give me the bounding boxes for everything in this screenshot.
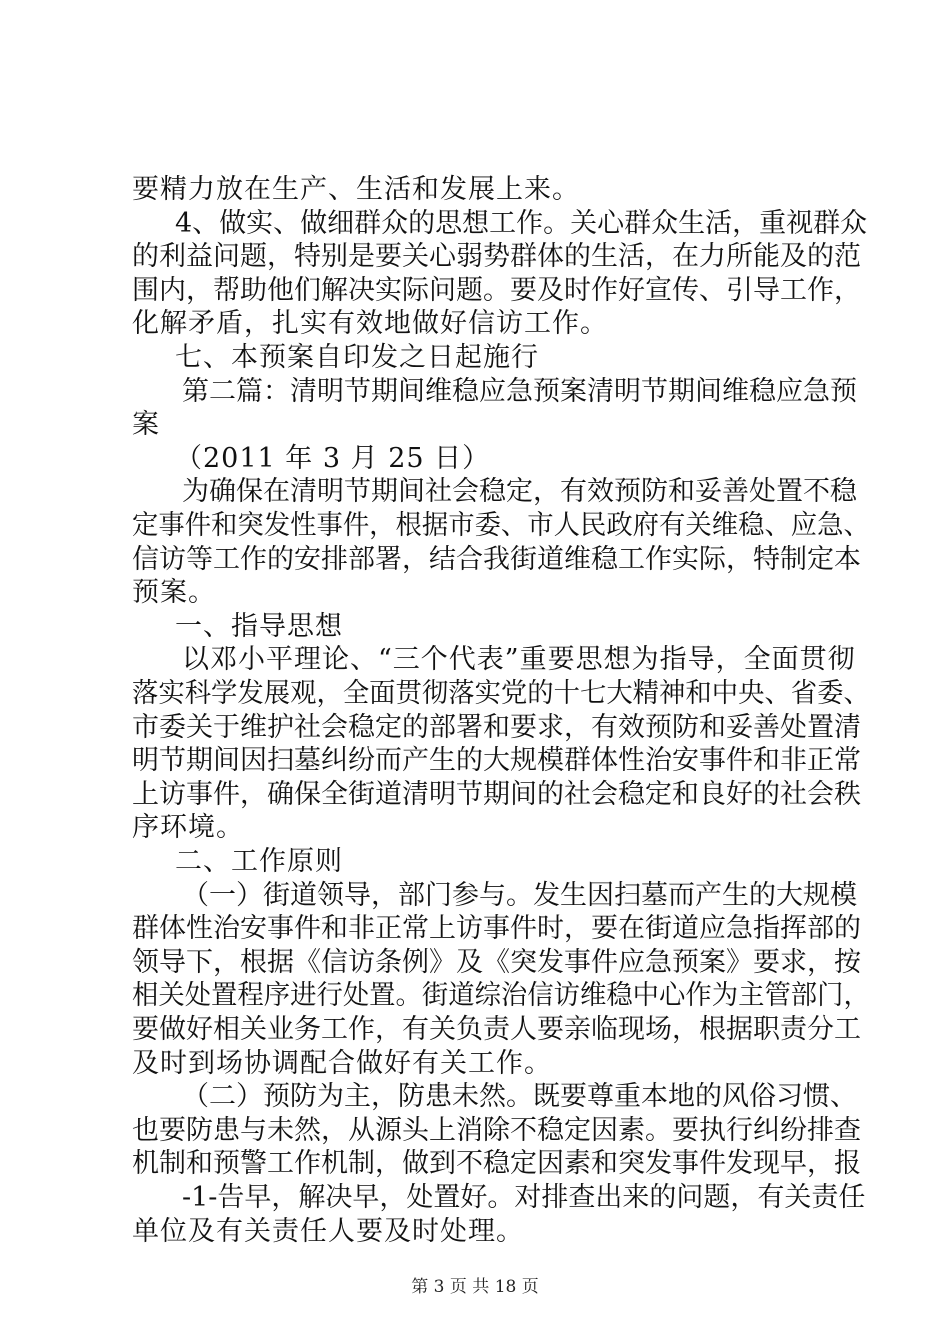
- body-text-line: （一）街道领导，部门参与。发生因扫墓而产生的大规模: [182, 879, 857, 911]
- body-text-line: 围内，帮助他们解决实际问题。要及时作好宣传、引导工作，: [132, 274, 861, 306]
- body-text-line: 以邓小平理论、“三个代表”重要思想为指导，全面贯彻: [182, 644, 856, 676]
- body-text-line: 群体性治安事件和非正常上访事件时，要在街道应急指挥部的: [132, 913, 861, 945]
- section-heading: 二、工作原则: [175, 846, 343, 877]
- body-text-line: 预案。: [132, 577, 216, 609]
- body-text-line: 的利益问题，特别是要关心弱势群体的生活，在力所能及的范: [132, 241, 861, 273]
- body-text-line: 市委关于维护社会稳定的部署和要求，有效预防和妥善处置清: [132, 711, 861, 743]
- body-text-line: 也要防患与未然，从源头上消除不稳定因素。要执行纠纷排查: [132, 1114, 861, 1146]
- page-number-footer: 第 3 页 共 18 页: [411, 1277, 539, 1297]
- body-text-line: 领导下，根据《信访条例》及《突发事件应急预案》要求，按: [132, 946, 861, 978]
- body-text-line: 落实科学发展观，全面贯彻落实党的十七大精神和中央、省委、: [132, 678, 870, 709]
- body-text-line: 单位及有关责任人要及时处理。: [132, 1215, 524, 1247]
- body-text-line: -1-告早，解决早，处置好。对排查出来的问题，有关责任: [182, 1182, 866, 1213]
- chapter-title: 案: [132, 409, 160, 441]
- body-text-line: 明节期间因扫墓纠纷而产生的大规模群体性治安事件和非正常: [132, 745, 861, 777]
- section-heading: 一、指导思想: [175, 610, 343, 642]
- chapter-title: 第二篇：清明节期间维稳应急预案清明节期间维稳应急预: [182, 375, 857, 407]
- body-text-line: 上访事件，确保全街道清明节期间的社会稳定和良好的社会秩: [132, 778, 861, 810]
- body-text-line: （二）预防为主，防患未然。既要尊重本地的风俗习惯、: [182, 1081, 857, 1113]
- body-text-line: 及时到场协调配合做好有关工作。: [132, 1047, 552, 1079]
- section-heading: 七、本预案自印发之日起施行: [175, 342, 539, 373]
- body-text-line: 信访等工作的安排部署，结合我街道维稳工作实际，特制定本: [132, 543, 861, 575]
- body-text-line: 相关处置程序进行处置。街道综治信访维稳中心作为主管部门，: [132, 980, 870, 1012]
- body-text-line: 为确保在清明节期间社会稳定，有效预防和妥善处置不稳: [182, 476, 857, 508]
- body-text-line: 定事件和突发性事件，根据市委、市人民政府有关维稳、应急、: [132, 510, 870, 541]
- body-text-line: 4、做实、做细群众的思想工作。关心群众生活，重视群众: [175, 207, 868, 239]
- body-text-line: 序环境。: [132, 812, 244, 844]
- body-text-line: 化解矛盾，扎实有效地做好信访工作。: [132, 308, 608, 340]
- body-text-line: 机制和预警工作机制，做到不稳定因素和突发事件发现早，报: [132, 1148, 861, 1180]
- document-date: （2011 年 3 月 25 日）: [175, 442, 491, 474]
- body-text-line: 要精力放在生产、生活和发展上来。: [132, 174, 580, 205]
- body-text-line: 要做好相关业务工作，有关负责人要亲临现场，根据职责分工: [132, 1014, 861, 1045]
